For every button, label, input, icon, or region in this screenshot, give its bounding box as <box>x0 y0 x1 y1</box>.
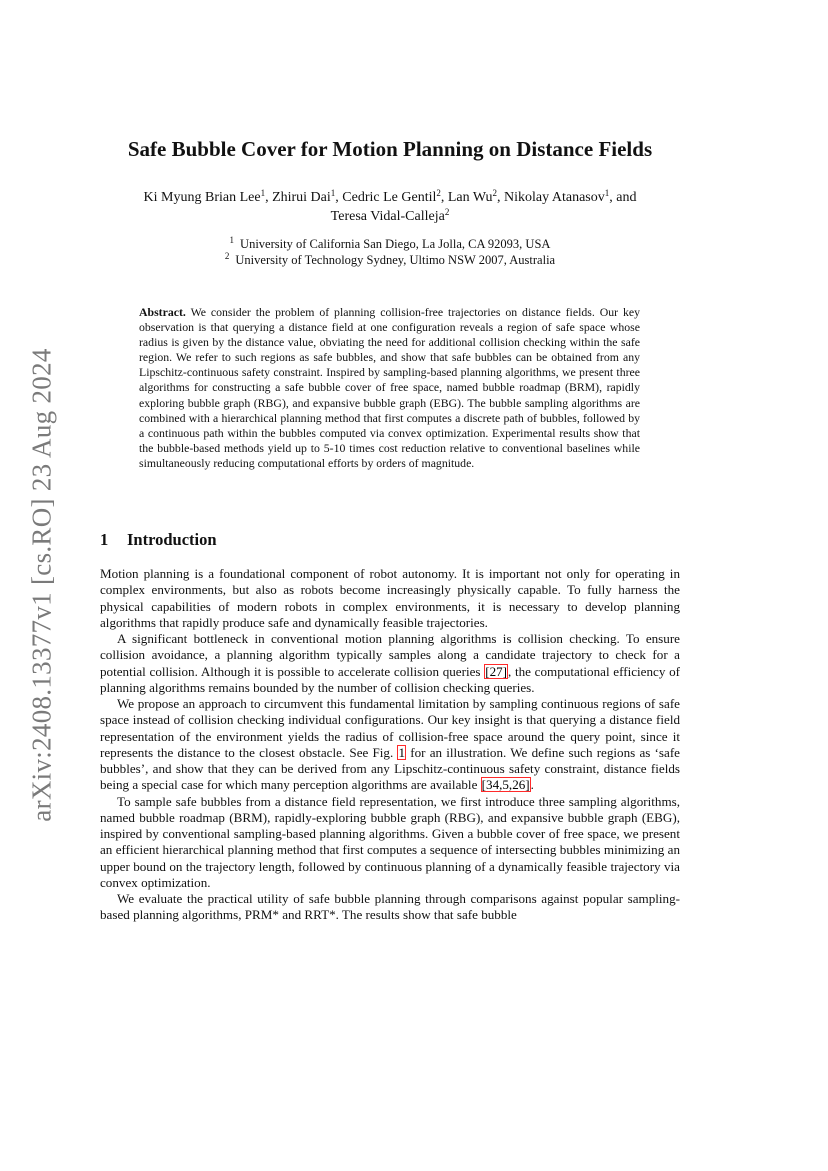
paragraph: Motion planning is a foundational component of robot autonomy. It is important not only for operating in complex environments, but also as robots become increasingly physically capable. To fully harness the physical capabilities of modern robots in complex environments, it is necessary to develop planning algorithms that rapidly produce safe and dynamically feasible trajectories. <box>100 566 680 630</box>
author-list <box>100 188 680 226</box>
figure-link[interactable]: 1 <box>398 744 406 760</box>
citation-link[interactable]: [27] <box>485 663 508 679</box>
author-name: Ki Myung Brian Lee <box>143 190 261 205</box>
citation-link[interactable]: [34,5,26] <box>481 777 530 793</box>
affiliation-mark: 1 <box>229 235 235 245</box>
abstract-text: We consider the problem of planning collision-free trajectories on distance fields. Our key observation is that querying a distance field at one configuration reveals a region of safe space whose radius is given by the distance value, obviating the need for additional collision checking within the safe region. We refer to such regions as safe bubbles, and show that safe bubbles can be obtained from any Lipschitz-continuous safety constraint. Inspired by sampling-based planning algorithms, we present three algorithms for constructing a safe bubble cover of free space, named bubble roadmap (BRM), rapidly exploring bubble graph (RBG), and expansive bubble graph (EBG). The bubble sampling algorithms are combined with a hierarchical planning method that first computes a discrete path of bubbles, followed by a continuous path within the bubbles computed via convex optimization. Experimental results show that the bubble-based methods yield up to 5-10 times cost reduction relative to conventional baselines while simultaneously reducing computational efforts by orders of magnitude. <box>139 305 640 470</box>
paper-title: Safe Bubble Cover for Motion Planning on Distance Fields <box>127 137 653 161</box>
affiliation <box>100 236 680 252</box>
affiliation-text: University of Technology Sydney, Ultimo NSW 2007, Australia <box>235 253 556 267</box>
paragraph-text: We propose an approach to circumvent this fundamental limitation by sampling continuous regions of safe space instead of collision checking individual configurations. Our key insight is that querying a distance field representation of the environment yields the radius of collision-free space around the query point, since it represents the distance to the closest obstacle. See Fig. <box>100 696 680 760</box>
abstract <box>139 305 640 471</box>
paragraph <box>100 696 680 794</box>
paragraph: We evaluate the practical utility of safe bubble planning through comparisons against popular sampling-based planning algorithms, PRM* and RRT*. The results show that safe bubble <box>100 891 680 923</box>
paragraph-text: . <box>530 777 534 793</box>
author-affil-mark: 2 <box>444 207 450 217</box>
author-name: , Nikolay Atanasov <box>497 190 605 205</box>
section-number: 1 <box>100 530 109 549</box>
paragraph-text: A significant bottleneck in conventional motion planning algorithms is collision checking. To ensure collision avoidance, a planning algorithm typically samples along a candidate trajectory to check for a potential collision. Although it is possible to accelerate collision queries <box>100 631 680 679</box>
author-affil-mark: 1 <box>260 188 266 198</box>
paragraph <box>100 631 680 696</box>
paragraph: To sample safe bubbles from a distance field representation, we first introduce three sampling algorithms, named bubble roadmap (BRM), rapidly-exploring bubble graph (RBG), and expansive bubble graph (EBG), inspired by conventional sampling-based planning algorithms. Given a bubble cover of free space, we present an efficient hierarchical planning method that first computes a sequence of intersecting bubbles minimizing an upper bound on the trajectory length, followed by continuous planning of a dynamically feasible trajectory via convex optimization. <box>100 793 680 890</box>
affiliation <box>100 252 680 268</box>
author-name: , Zhirui Dai <box>265 190 331 205</box>
author-name: , Lan Wu <box>440 190 493 205</box>
author-affil-mark: 2 <box>436 188 441 198</box>
arxiv-identifier-text: arXiv:2408.13377v1 [cs.RO] 23 Aug 2024 <box>26 348 57 822</box>
author-affil-mark: 2 <box>492 188 498 198</box>
author-affil-mark: 1 <box>604 188 610 198</box>
affiliation-mark: 2 <box>224 251 230 261</box>
affiliation-text: University of California San Diego, La Jolla, CA 92093, USA <box>240 237 551 251</box>
author-name: Teresa Vidal-Calleja <box>330 209 445 224</box>
section-title: Introduction <box>127 530 217 549</box>
section-heading <box>100 530 217 550</box>
body-text <box>100 566 680 924</box>
author-name: , Cedric Le Gentil <box>335 190 437 205</box>
abstract-label: Abstract. <box>139 305 186 319</box>
paragraph-text: for an illustration. We define such regions as ‘safe bubbles’, and show that they can be derived from any Lipschitz-continuous safety constraint, distance fields being a special case for which many perception algorithms are available <box>100 744 680 793</box>
affiliation-list <box>100 236 680 268</box>
author-separator: , and <box>609 190 637 205</box>
author-affil-mark: 1 <box>330 188 336 198</box>
paragraph-text: , the computational efficiency of planning algorithms remains bounded by the number of collision checking queries. <box>100 663 680 695</box>
